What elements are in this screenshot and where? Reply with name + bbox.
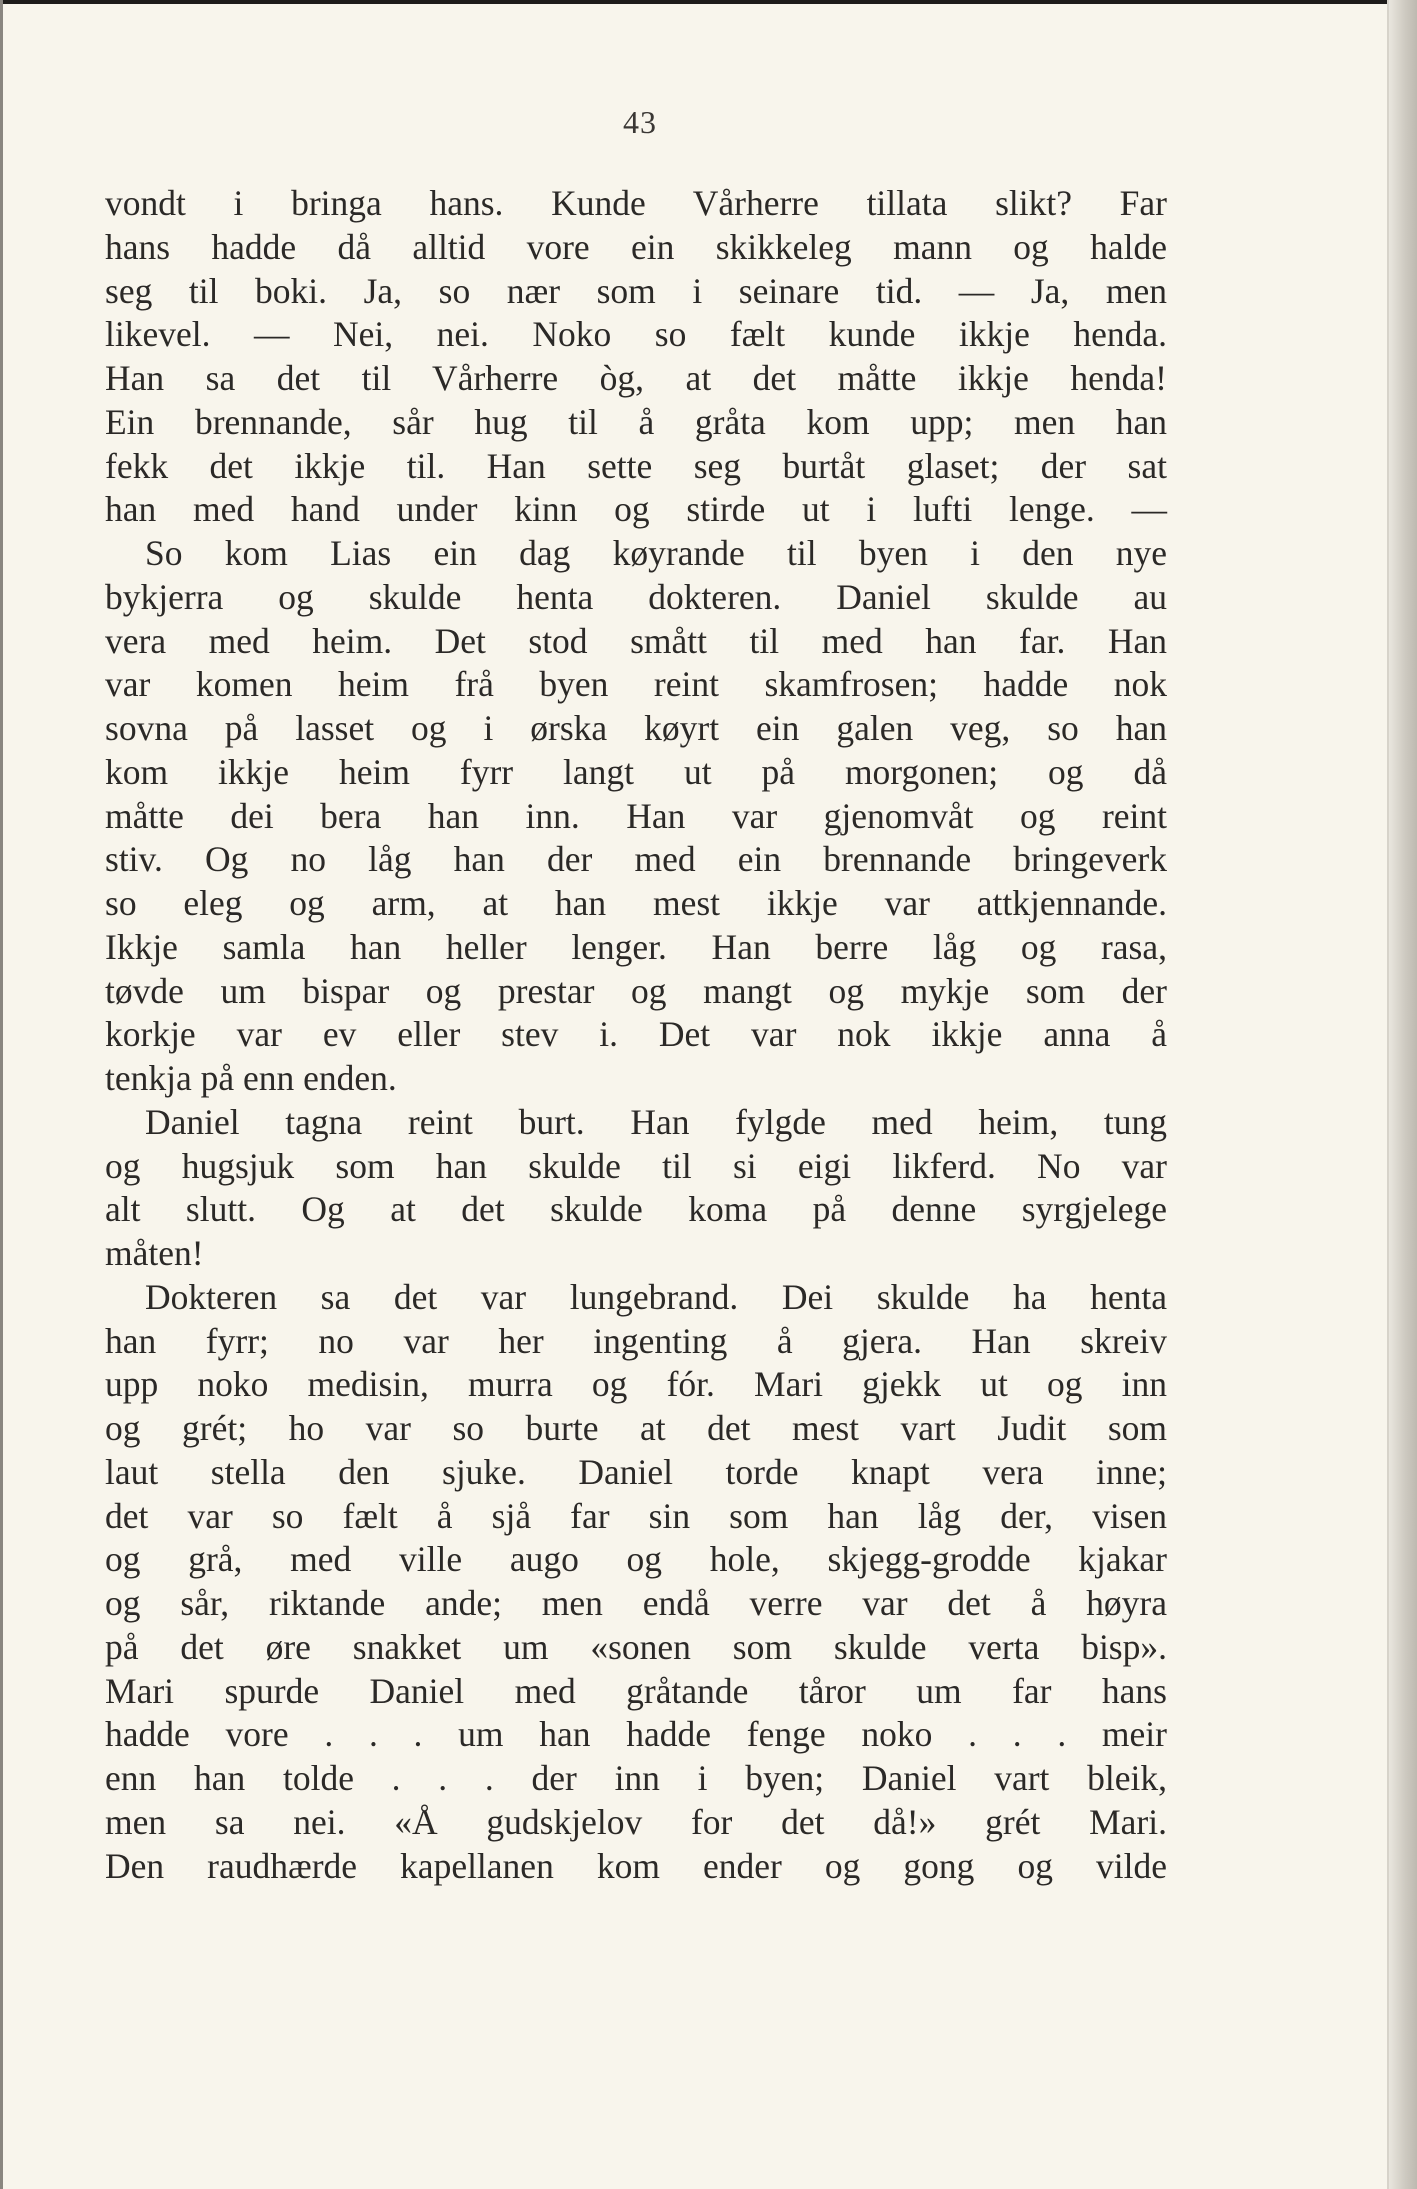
text-line: bykjerra og skulde henta dokteren. Daniel skulde au: [105, 576, 1167, 617]
text-line: Daniel tagna reint burt. Han fylgde med heim, tung: [145, 1101, 1167, 1142]
text-line: på det øre snakket um «sonen som skulde verta bisp».: [105, 1626, 1167, 1667]
text-line: korkje var ev eller stev i. Det var nok ikkje anna å: [105, 1014, 1167, 1055]
text-line: måten!: [105, 1233, 204, 1273]
text-line: vera med heim. Det stod smått til med han far. Han: [105, 620, 1167, 661]
text-line: kom ikkje heim fyrr langt ut på morgonen; og då: [105, 751, 1167, 792]
text-line: tøvde um bispar og prestar og mangt og mykje som der: [105, 970, 1167, 1011]
text-line: og hugsjuk som han skulde til si eigi likferd. No var: [105, 1145, 1167, 1186]
scan-left-edge: [0, 0, 3, 2189]
text-line: So kom Lias ein dag køyrande til byen i den nye: [145, 533, 1167, 573]
text-line: Mari spurde Daniel med gråtande tåror um far hans: [105, 1670, 1167, 1711]
text-line: vondt i bringa hans. Kunde Vårherre tillata slikt? Far: [105, 183, 1167, 223]
text-line: enn han tolde . . . der inn i byen; Daniel vart bleik,: [105, 1758, 1167, 1798]
text-line: det var so fælt å sjå far sin som han låg der, visen: [105, 1495, 1167, 1536]
text-line: måtte dei bera han inn. Han var gjenomvåt og reint: [105, 795, 1167, 836]
text-line: og sår, riktande ande; men endå verre var det å høyra: [105, 1583, 1167, 1623]
scan-top-edge: [0, 0, 1417, 4]
text-line: hans hadde då alltid vore ein skikkeleg mann og halde: [105, 226, 1167, 267]
text-line: fekk det ikkje til. Han sette seg burtåt glaset; der sat: [105, 445, 1167, 486]
text-line: var komen heim frå byen reint skamfrosen; hadde nok: [105, 664, 1167, 705]
text-line: likevel. — Nei, nei. Noko so fælt kunde ikkje henda.: [105, 314, 1167, 355]
text-line: Ikkje samla han heller lenger. Han berre låg og rasa,: [105, 926, 1167, 967]
text-line: Dokteren sa det var lungebrand. Dei skulde ha henta: [145, 1276, 1167, 1317]
text-line: sovna på lasset og i ørska køyrt ein galen veg, so han: [105, 708, 1167, 748]
text-line: tenkja på enn enden.: [105, 1058, 397, 1098]
text-line: hadde vore . . . um han hadde fenge noko . . . meir: [105, 1714, 1167, 1755]
text-line: upp noko medisin, murra og fór. Mari gjekk ut og inn: [105, 1364, 1167, 1405]
text-line: Ein brennande, sår hug til å gråta kom upp; men han: [105, 401, 1167, 442]
text-line: Den raudhærde kapellanen kom ender og gong og vilde: [105, 1845, 1167, 1886]
page-number: 43: [623, 104, 657, 140]
text-line: han fyrr; no var her ingenting å gjera. Han skreiv: [105, 1320, 1167, 1361]
text-line: so eleg og arm, at han mest ikkje var attkjennande.: [105, 883, 1167, 923]
text-line: Han sa det til Vårherre òg, at det måtte ikkje henda!: [105, 358, 1167, 398]
text-line: seg til boki. Ja, so nær som i seinare tid. — Ja, men: [105, 270, 1167, 311]
text-line: og grå, med ville augo og hole, skjegg-grodde kjakar: [105, 1539, 1167, 1580]
scan-right-edge: [1389, 0, 1417, 2189]
text-line: alt slutt. Og at det skulde koma på denne syrgjelege: [105, 1189, 1167, 1230]
text-line: stiv. Og no låg han der med ein brennande bringeverk: [105, 839, 1167, 880]
text-line: men sa nei. «Å gudskjelov for det då!» grét Mari.: [105, 1801, 1167, 1842]
text-line: og grét; ho var so burte at det mest vart Judit som: [105, 1408, 1167, 1448]
body-text: [105, 182, 1167, 1888]
text-line: han med hand under kinn og stirde ut i lufti lenge. —: [105, 489, 1167, 530]
text-line: laut stella den sjuke. Daniel torde knapt vera inne;: [105, 1451, 1167, 1492]
